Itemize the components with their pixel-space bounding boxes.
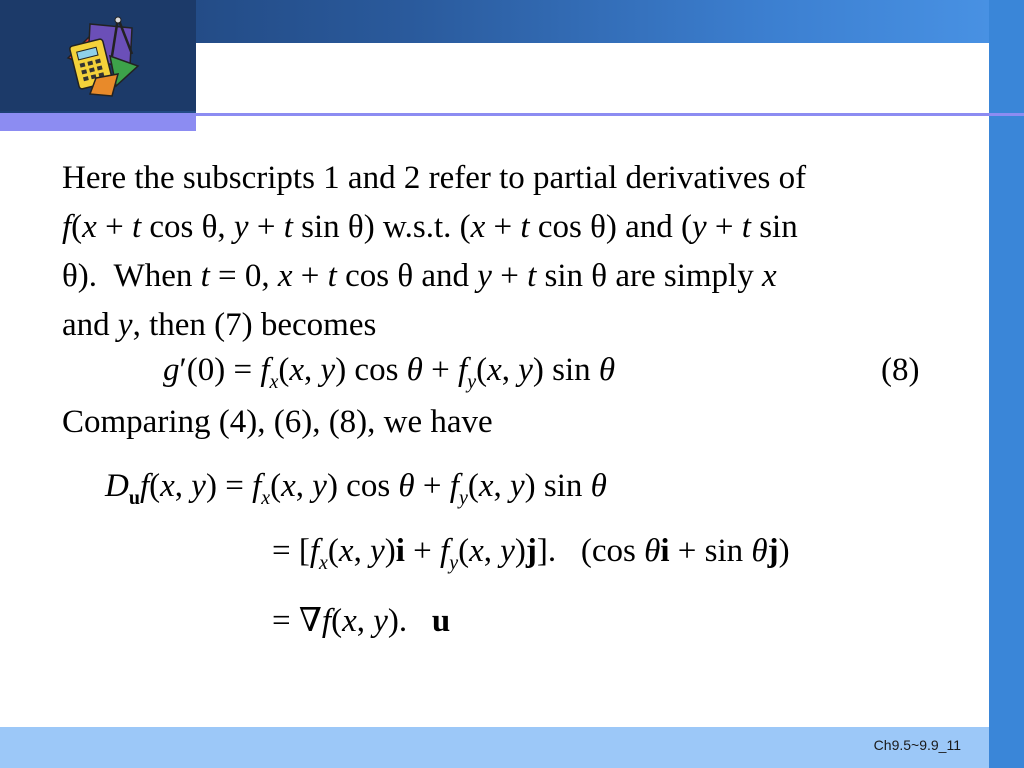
comparing-line: Comparing (4), (6), (8), we have	[62, 404, 493, 440]
drafting-tools-icon	[60, 16, 144, 100]
equation-8-number: (8)	[881, 352, 920, 388]
derivation-line-1: $D_uf(x$, $y) = f_x(x$, y) $\cos \theta + f_y(x$, y) sin θ	[105, 468, 607, 509]
header-left-accent	[0, 113, 196, 131]
paragraph-line: θ). When t = 0, x + t cos θ and y + t sin θ are simply x	[62, 258, 777, 294]
title-box	[196, 43, 989, 115]
paragraph-line: f(x + t cos θ, y + t sin θ) w.s.t. (x + t cos θ) and (y + t sin	[62, 209, 798, 245]
header-rule	[196, 113, 1024, 116]
equation-8: $g'(0) = f_x(x$, y) $\cos \theta + f_y(x$, y) sin θ	[163, 352, 616, 393]
paragraph-line: Here the subscripts 1 and 2 refer to partial derivatives of	[62, 160, 807, 196]
body-paragraph	[62, 154, 967, 350]
footer-bar	[0, 727, 989, 768]
derivation-line-2: = [$f_x(x$, $y)i + f_y(x$, y)j]. (cos θi + sin θj)	[272, 533, 790, 574]
slide-number-label: Ch9.5~9.9_11	[873, 737, 961, 753]
paragraph-line: and y, then (7) becomes	[62, 307, 377, 343]
derivation-line-3: = ∇f(x, y). u	[272, 603, 451, 639]
